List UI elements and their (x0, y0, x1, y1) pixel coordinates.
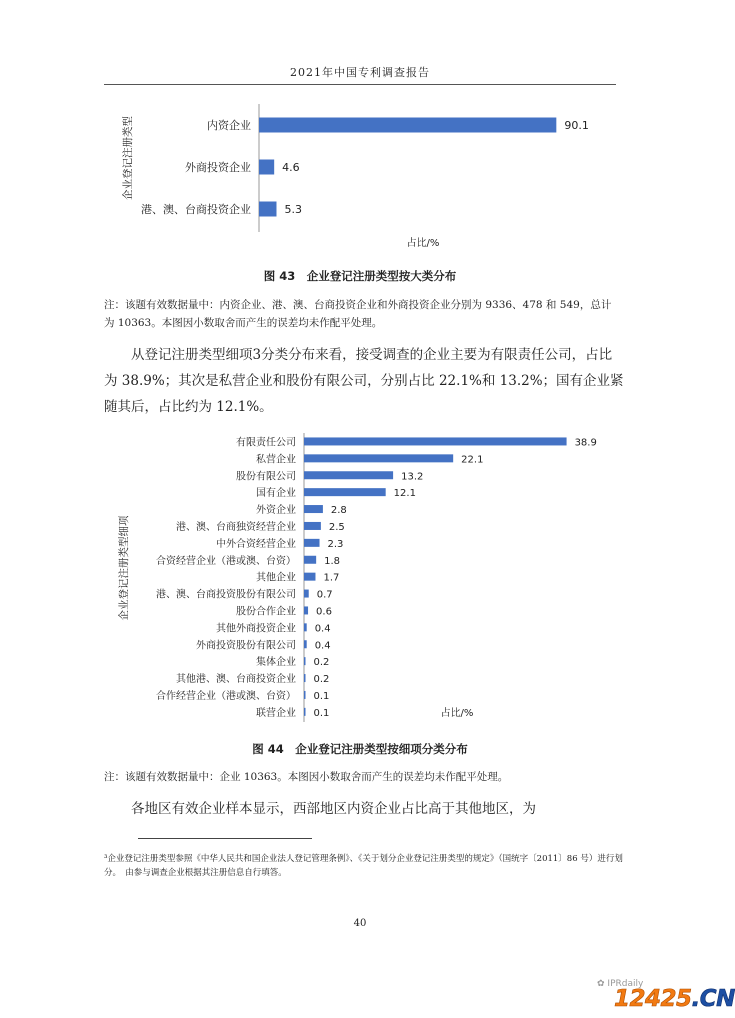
fig44-value-label: 0.4 (314, 623, 331, 635)
fig44-value-label: 22.1 (461, 454, 484, 466)
fig44-value-label: 0.1 (313, 707, 330, 719)
wechat-account: IPRdaily (607, 979, 644, 989)
fig44-bar (304, 708, 306, 716)
page-number: 40 (353, 918, 367, 929)
fig44-value-label: 1.7 (323, 572, 340, 584)
fig44-value-label: 0.2 (313, 674, 330, 686)
fig44-bar (304, 522, 321, 530)
fig43-y-axis-title: 企业登记注册类型 (122, 116, 134, 200)
fig44-bar (304, 505, 323, 513)
fig44-bar (304, 437, 567, 445)
fig44-bar (304, 691, 306, 699)
fig44-bar (304, 488, 386, 496)
fig44-bar (304, 539, 320, 547)
wechat-icon: ✿ (597, 979, 605, 989)
fig44-bar (304, 606, 308, 614)
fig44-bar (304, 471, 393, 479)
running-header: 2021年中国专利调查报告 (290, 66, 430, 79)
fig44-value-label: 0.1 (313, 690, 330, 702)
fig43-value-label: 90.1 (564, 119, 589, 132)
fig43-category-label: 港、澳、台商投资企业 (141, 203, 251, 216)
figure-44-note: 注：该题有效数据量中：企业 10363。本图因小数取舍而产生的误差均未作配平处理。 (104, 771, 509, 783)
site-logo (614, 986, 735, 1012)
fig44-value-label: 38.9 (574, 437, 597, 449)
fig44-category-label: 股份有限公司 (236, 471, 296, 483)
figure-44-caption: 图 44 企业登记注册类型按细项分类分布 (252, 742, 468, 756)
fig44-bar (304, 623, 307, 631)
fig44-category-label: 其他外商投资企业 (216, 623, 296, 635)
fig44-value-label: 0.7 (316, 589, 333, 601)
fig43-bar (259, 118, 556, 133)
fig43-bar (259, 160, 274, 175)
fig44-category-label: 外资企业 (256, 505, 296, 517)
fig44-value-label: 13.2 (401, 471, 424, 483)
body-paragraph-2: 各地区有效企业样本显示，西部地区内资企业占比高于其他地区，为 (131, 801, 536, 817)
fig44-value-label: 12.1 (393, 488, 416, 500)
fig44-value-label: 2.5 (328, 521, 345, 533)
fig44-bar (304, 454, 453, 462)
fig43-x-axis-title: 占比/% (406, 238, 440, 249)
fig44-x-axis-title: 占比/% (440, 708, 474, 719)
site-logo-domain: .CN (691, 986, 735, 1012)
fig44-category-label: 国有企业 (256, 488, 296, 500)
fig44-category-label: 其他企业 (256, 572, 296, 584)
fig44-category-label: 合作经营企业（港或澳、台资） (156, 690, 296, 702)
fig44-bar (304, 674, 306, 682)
fig44-value-label: 1.8 (324, 555, 341, 567)
fig44-category-label: 有限责任公司 (236, 437, 296, 449)
fig44-value-label: 0.6 (316, 606, 332, 618)
figure-43-caption: 图 43 企业登记注册类型按大类分布 (263, 269, 457, 283)
figure-43-note: 注：该题有效数据量中：内资企业、港、澳、台商投资企业和外商投资企业分别为 9336、478 和 549，总计为 10363。本图因小数取舍而产生的误差均未作配平处理。 (104, 299, 612, 329)
fig43-category-label: 内资企业 (207, 119, 251, 132)
fig43-value-label: 5.3 (284, 203, 302, 216)
fig44-value-label: 2.8 (330, 505, 347, 517)
fig44-category-label: 私营企业 (256, 454, 296, 466)
fig43-value-label: 4.6 (282, 161, 300, 174)
fig44-value-label: 0.2 (313, 657, 330, 669)
body-paragraph-1: 从登记注册类型细项3分类分布来看，接受调查的企业主要为有限责任公司，占比为 38.9%；其次是私营企业和股份有限公司，分别占比 22.1%和 13.2%；国有企业紧随其后，占比约为 12.1%。 (104, 347, 624, 415)
fig44-bar (304, 556, 316, 564)
fig44-category-label: 中外合资经营企业 (216, 538, 296, 550)
fig44-category-label: 集体企业 (256, 657, 296, 669)
site-logo-number: 12425 (614, 986, 692, 1012)
fig44-category-label: 外商投资股份有限公司 (196, 640, 296, 652)
fig44-category-label: 港、澳、台商投资股份有限公司 (156, 589, 296, 601)
fig44-category-label: 合资经营企业（港或澳、台资） (156, 555, 296, 567)
footnote-rule (138, 838, 312, 839)
fig44-y-axis-title: 企业登记注册类型细项 (118, 515, 130, 621)
footnote: ³企业登记注册类型参照《中华人民共和国企业法人登记管理条例》、《关于划分企业登记注册类型的规定》（国统字〔2011〕86 号）进行划分。 由参与调查企业根据其注册信息自行填答。 (104, 854, 623, 878)
fig44-value-label: 0.4 (314, 640, 331, 652)
fig44-value-label: 2.3 (327, 538, 344, 550)
fig44-category-label: 港、澳、台商独资经营企业 (176, 521, 296, 533)
fig44-bar (304, 657, 306, 665)
fig44-category-label: 联营企业 (256, 707, 296, 719)
fig44-bar (304, 573, 315, 581)
fig43-category-label: 外商投资企业 (185, 161, 251, 174)
fig44-category-label: 其他港、澳、台商投资企业 (176, 674, 296, 686)
fig44-bar (304, 590, 309, 598)
fig44-category-label: 股份合作企业 (236, 606, 296, 618)
fig44-bar (304, 640, 307, 648)
fig43-bar (259, 202, 276, 217)
